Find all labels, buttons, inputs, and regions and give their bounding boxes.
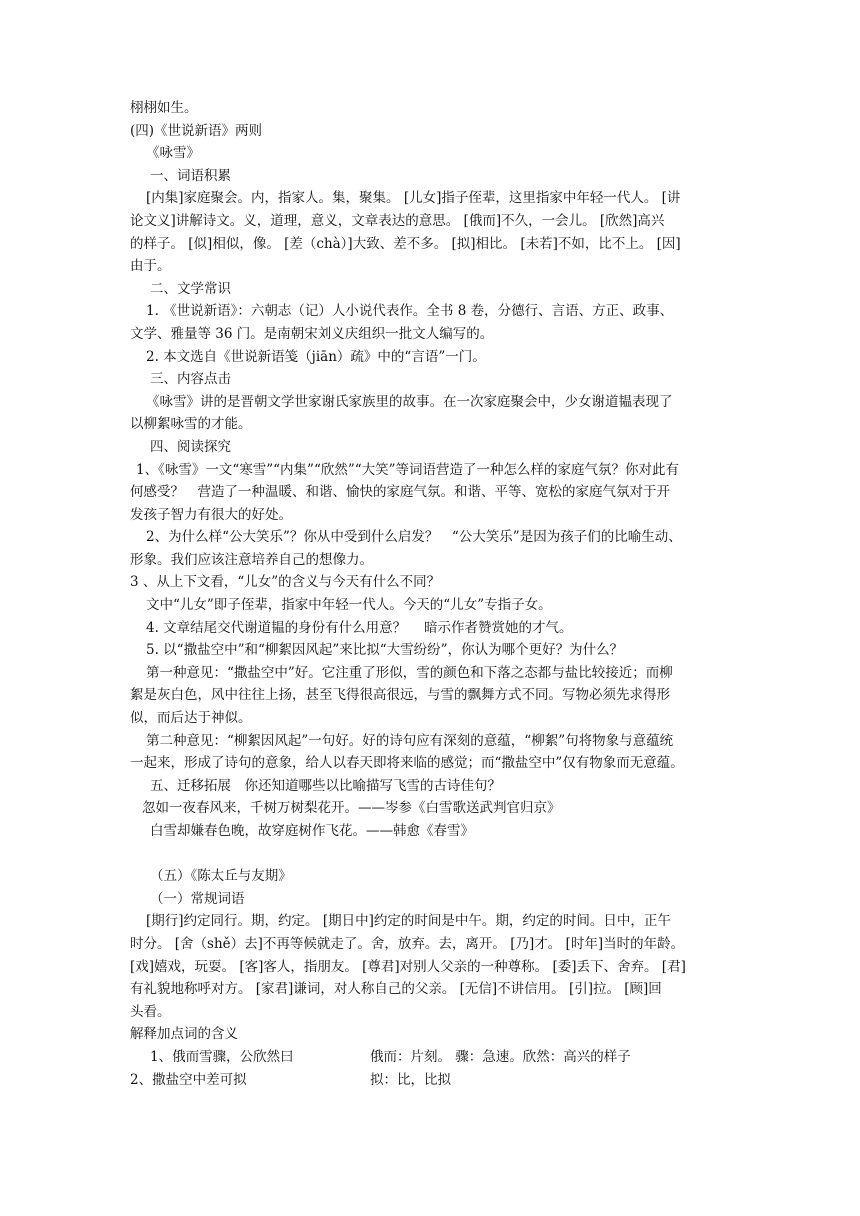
text-line: 头看。	[130, 1003, 171, 1020]
document-body	[130, 97, 736, 1091]
text-line: 有礼貌地称呼对方。 [家君]谦词，对人称自己的父亲。 [无信]不讲信用。 [引]拉。 [顾]回	[130, 981, 662, 998]
text-line: 形象。我们应该注意培养自己的想像力。	[130, 551, 373, 568]
subsection-title: （一）常规词语	[150, 890, 245, 907]
text-line: 文中“儿女”即子侄辈，指家中年轻一代人。今天的“儿女”专指子女。	[146, 597, 552, 614]
text-line: 以柳絮咏雪的才能。	[130, 416, 252, 433]
text-line: 5. 以“撒盐空中”和“柳絮因风起”来比拟“大雪纷纷”，你认为哪个更好？为什么？	[146, 642, 624, 659]
gloss-meaning: 拟：比，比拟	[370, 1071, 451, 1088]
text-line: 的样子。 [似]相似，像。 [差（chà）]大致、差不多。 [拟]相比。 [未若]不如，比不上。 [因]	[130, 235, 681, 252]
text-line: 栩栩如生。	[130, 100, 198, 116]
text-line: 何感受？ 营造了一种温暖、和谐、愉快的家庭气氛。和谐、平等、宽松的家庭气氛对于开	[130, 484, 670, 501]
section-heading: 三、内容点击	[150, 371, 231, 388]
text-line: 文学、雅量等 36 门。是南朝宋刘义庆组织一批文人编写的。	[130, 325, 494, 342]
text-line: 3 、从上下文看，“儿女”的含义与今天有什么不同？	[130, 574, 441, 591]
text-line: 似，而后达于神似。	[130, 710, 252, 727]
text-line: 絮是灰白色，风中往往上扬，甚至飞得很高很远，与雪的飘舞方式不同。写物必须先求得形	[130, 687, 670, 704]
section-heading: (四)《世说新语》两则	[130, 122, 263, 139]
text-line: 第二种意见：“柳絮因风起”一句好。好的诗句应有深刻的意蕴，“柳絮”句将物象与意蕴统	[146, 732, 674, 749]
text-line: 2. 本文选自《世说新语笺（jiān）疏》中的“言语”一门。	[146, 348, 486, 365]
gloss-term: 1、俄而雪骤，公欣然曰	[150, 1048, 294, 1065]
text-line: 解释加点词的含义	[130, 1026, 238, 1043]
section-heading: 二、文学常识	[150, 280, 231, 297]
text-line: 4. 文章结尾交代谢道韫的身份有什么用意？ 暗示作者赞赏她的才气。	[146, 619, 573, 636]
poem-line: 忽如一夜春风来，千树万树梨花开。——岑参《白雪歌送武判官归京》	[142, 800, 561, 817]
text-line: 发孩子智力有很大的好处。	[130, 506, 292, 523]
gloss-term: 2、撒盐空中差可拟	[130, 1071, 247, 1088]
gloss-row	[130, 1069, 736, 1092]
text-line: 一起来，形成了诗句的意象，给人以春天即将来临的感觉；而“撒盐空中”仅有物象而无意蕴。	[130, 755, 684, 772]
gloss-row	[130, 1046, 736, 1069]
poem-line: 白雪却嫌春色晚，故穿庭树作飞花。——韩愈《春雪》	[150, 823, 474, 839]
text-line: 《咏雪》讲的是晋朝文学世家谢氏家族里的故事。在一次家庭聚会中，少女谢道韫表现了	[146, 393, 673, 410]
section-heading: 一、词语积累	[150, 167, 231, 184]
text-line: [期行]约定同行。期，约定。 [期日中]约定的时间是中午。期，约定的时间。日中，正午	[146, 913, 671, 930]
text-line: 1、《咏雪》一文“寒雪”“内集”“欣然”“大笑”等词语营造了一种怎么样的家庭气氛？你对此有	[136, 461, 680, 478]
section-heading: 四、阅读探究	[150, 438, 231, 455]
text-line: [内集]家庭聚会。内，指家人。集，聚集。 [儿女]指子侄辈，这里指家中年轻一代人。 [讲	[146, 190, 681, 207]
text-line: 第一种意见：“撒盐空中”好。它注重了形似，雪的颜色和下落之态都与盐比较接近；而柳	[146, 664, 673, 681]
subsection-title: 《咏雪》	[146, 145, 200, 162]
blank-line	[130, 843, 736, 866]
text-line: 由于。	[130, 258, 171, 275]
section-heading: （五）《陈太丘与友期》	[150, 868, 292, 885]
text-line: 时分。 [舍（shě）去]不再等候就走了。舍，放弃。去，离开。 [乃]才。 [时年]当时的年龄。	[130, 935, 685, 952]
text-line: [戏]嬉戏，玩耍。 [客]客人，指朋友。 [尊君]对别人父亲的一种尊称。 [委]丢下、舍弃。 [君]	[130, 958, 686, 975]
text-line: 1. 《世说新语》：六朝志（记）人小说代表作。全书 8 卷，分德行、言语、方正、政事、	[146, 303, 674, 320]
section-heading: 五、迁移拓展 你还知道哪些以比喻描写飞雪的古诗佳句？	[150, 777, 501, 794]
text-line: 论文义]讲解诗文。义，道理，意义，文章表达的意思。 [俄而]不久，一会儿。 [欣然]高兴	[130, 212, 665, 229]
gloss-meaning: 俄而：片刻。 骤：急速。欣然：高兴的样子	[370, 1048, 631, 1065]
text-line: 2、为什么样“公大笑乐”？你从中受到什么启发？ “公大笑乐”是因为孩子们的比喻生动、	[146, 529, 682, 546]
